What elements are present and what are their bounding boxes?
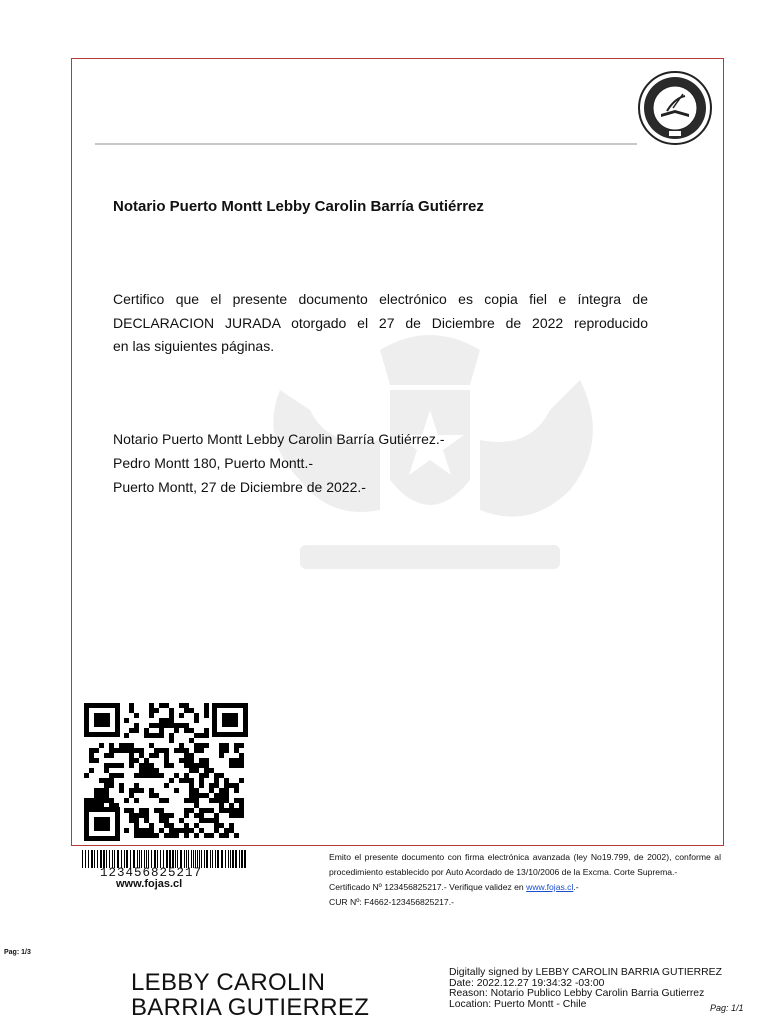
- address-line-2: Pedro Montt 180, Puerto Montt.-: [113, 455, 313, 471]
- signature-note: [329, 850, 721, 910]
- page-number: Pag: 1/3: [4, 949, 31, 956]
- barcode-url[interactable]: www.fojas.cl: [116, 878, 183, 890]
- cert-suffix: .-: [573, 882, 579, 892]
- signed-reason: Reason: Notario Publico Lebby Carolin Barria Gutierrez: [449, 988, 705, 999]
- signed-by: Digitally signed by LEBBY CAROLIN BARRIA GUTIERREZ: [449, 967, 722, 978]
- signer-name-line-2: BARRIA GUTIERREZ: [131, 994, 370, 1021]
- signer-name-line-1: LEBBY CAROLIN: [131, 969, 326, 996]
- fojas-link[interactable]: www.fojas.cl: [526, 882, 574, 892]
- signer-name: [131, 970, 369, 1020]
- note-paragraph: Emito el presente documento con firma electrónica avanzada (ley No19.799, de 2002), conforme al procedimiento establecido por Auto Acordado de 13/10/2006 de la Excma. Corte Suprema.-: [329, 852, 721, 877]
- address-line-1: Notario Puerto Montt Lebby Carolin Barría Gutiérrez.-: [113, 431, 445, 447]
- digital-signature-details: [449, 968, 722, 1010]
- signature-page-number: Pag: 1/1: [710, 1003, 744, 1013]
- cert-line-3: en las siguientes páginas.: [113, 338, 275, 354]
- signed-location: Location: Puerto Montt - Chile: [449, 998, 587, 1010]
- qr-code: [84, 703, 248, 841]
- barcode-number: 123456825217: [100, 866, 203, 880]
- address-line-3: Puerto Montt, 27 de Diciembre de 2022.-: [113, 479, 366, 495]
- notary-title: Notario Puerto Montt Lebby Carolin Barría Gutiérrez: [113, 198, 484, 215]
- cert-line-1: Certifico que el presente documento electrónico es copia fiel e íntegra de: [113, 291, 648, 307]
- cert-line-2: DECLARACION JURADA otorgado el 27 de Diciembre de 2022 reproducido: [113, 314, 648, 331]
- signed-date: Date: 2022.12.27 19:34:32 -03:00: [449, 977, 605, 989]
- cert-prefix: Certificado Nº 123456825217.- Verifique validez en: [329, 882, 527, 892]
- certificate-line: [329, 880, 721, 895]
- certification-text: [113, 288, 648, 359]
- header-rule: [95, 143, 637, 145]
- cur-line: CUR Nº: F4662-123456825217.-: [329, 897, 454, 907]
- notary-address: [113, 427, 444, 499]
- notary-seal-icon: [637, 70, 713, 146]
